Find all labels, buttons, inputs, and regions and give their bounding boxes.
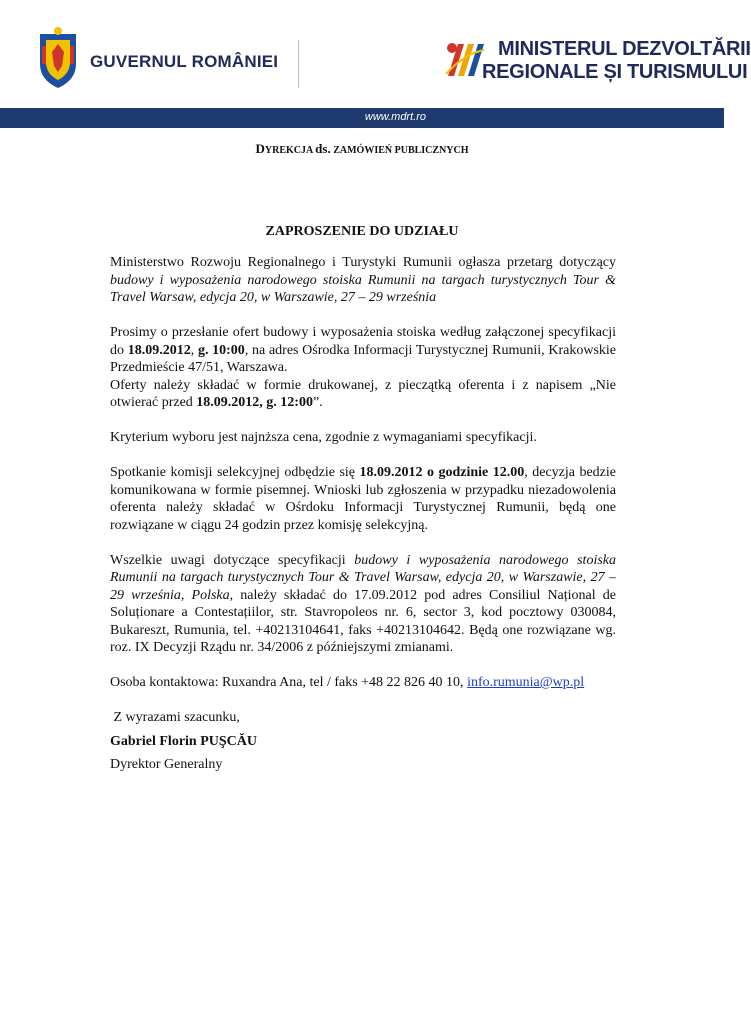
- submission-time: g. 10:00: [197, 342, 245, 358]
- government-title: GUVERNUL ROMÂNIEI: [90, 52, 279, 71]
- submission-comma: ,: [190, 342, 198, 358]
- format-text: Oferty należy składać w formie drukowanej, z pieczątką oferenta i z napisem „Nie otwierać przed: [110, 377, 616, 410]
- dept-word: YREKCJA: [264, 145, 316, 156]
- meeting-rest: , decyzja bedzie komunikowana w formie pisemnej. Wnioski lub zgłoszenia w przypadku niezadowolenia oferenta należy składać w Ośrdoku Informacji Turystycznej Rumunii, będą one rozwiązane w ciągu 24 godzin przez komisję selekcyjną.: [110, 465, 617, 533]
- submission-text: Prosimy o przesłanie ofert budowy i wyposażenia stoiska według załączonej specyfikacji do: [110, 325, 616, 358]
- format-end: ”.: [312, 395, 323, 410]
- website-url: www.mdrt.ro: [364, 111, 426, 123]
- document-body: [110, 254, 616, 774]
- remarks-text: Wszelkie uwagi dotyczące specyfikacji: [110, 552, 355, 568]
- page-header: [0, 0, 751, 128]
- dept-initial: D: [255, 141, 265, 156]
- format-date: 18.09.2012, g. 12:00: [196, 395, 313, 410]
- remarks-italic: budowy i wyposażenia narodowego stoiska Rumunii na targach turystycznych Tour & Travel Warsaw, edycja 20, w Warszawie, 27 – 29 września, Polska: [110, 552, 616, 603]
- url-bar: [0, 108, 724, 128]
- ministry-name-line1: MINISTERUL DEZVOLTĂRII: [498, 38, 751, 60]
- document-title: ZAPROSZENIE DO UDZIAŁU: [265, 224, 459, 239]
- submission-address: , na adres Ośrodka Informacji Turystycznej Rumunii, Krakowskie Przedmieście 47/51, Warszawa.: [110, 342, 617, 375]
- intro-italic: budowy i wyposażenia narodowego stoiska Rumunii na targach turystycznych Tour & Travel Warsaw, edycja 20, w Warszawie, 27 – 29 września: [110, 272, 616, 305]
- contact-text: Osoba kontaktowa: Ruxandra Ana, tel / faks +48 22 826 40 10,: [110, 675, 468, 690]
- paragraph-format: [110, 377, 616, 412]
- paragraph-meeting: [110, 464, 616, 534]
- header-divider: [298, 40, 299, 88]
- dept-rest: ZAMÓWIEŃ PUBLICZNYCH: [330, 145, 469, 156]
- contact-email-link[interactable]: info.rumunia@wp.pl: [467, 675, 585, 690]
- paragraph-contact: [110, 674, 616, 692]
- remarks-rest: , należy składać do 17.09.2012 pod adres Consiliul Național de Soluționare a Contestațiilor, str. Stavropoleos nr. 6, sector 3, kod pocztowy 030084, Bukareszt, Rumunia, tel. +40213104641, faks +40213104642. Będą one rozwiązane wg. roz. IX Decyzji Rządu nr. 34/2006 z późniejszymi zmianami.: [110, 587, 616, 655]
- dept-ds: ds.: [315, 141, 331, 156]
- paragraph-submission: [110, 324, 616, 377]
- ministry-name-line2: REGIONALE ȘI TURISMULUI: [482, 61, 748, 83]
- signer-name-text: Gabriel Florin PUŞCĂU: [110, 733, 257, 749]
- meeting-date: 18.09.2012 o godzinie 12.00: [359, 465, 525, 480]
- department-heading: [0, 141, 724, 157]
- signer-name: [110, 733, 616, 751]
- ministry-logo-icon: [444, 36, 486, 80]
- meeting-text: Spotkanie komisji selekcyjnej odbędzie się: [110, 465, 360, 480]
- paragraph-remarks: [110, 552, 616, 657]
- romania-coat-of-arms-icon: [34, 26, 82, 90]
- paragraph-intro: [110, 254, 616, 307]
- paragraph-criterion: Kryterium wyboru jest najnższa cena, zgodnie z wymaganiami specyfikacji.: [110, 430, 537, 445]
- closing-greeting: Z wyrazami szacunku,: [110, 710, 240, 725]
- intro-text: Ministerstwo Rozwoju Regionalnego i Turystyki Rumunii ogłasza przetarg dotyczący: [110, 255, 616, 270]
- signer-title: Dyrektor Generalny: [110, 757, 223, 772]
- submission-date: 18.09.2012: [127, 342, 191, 358]
